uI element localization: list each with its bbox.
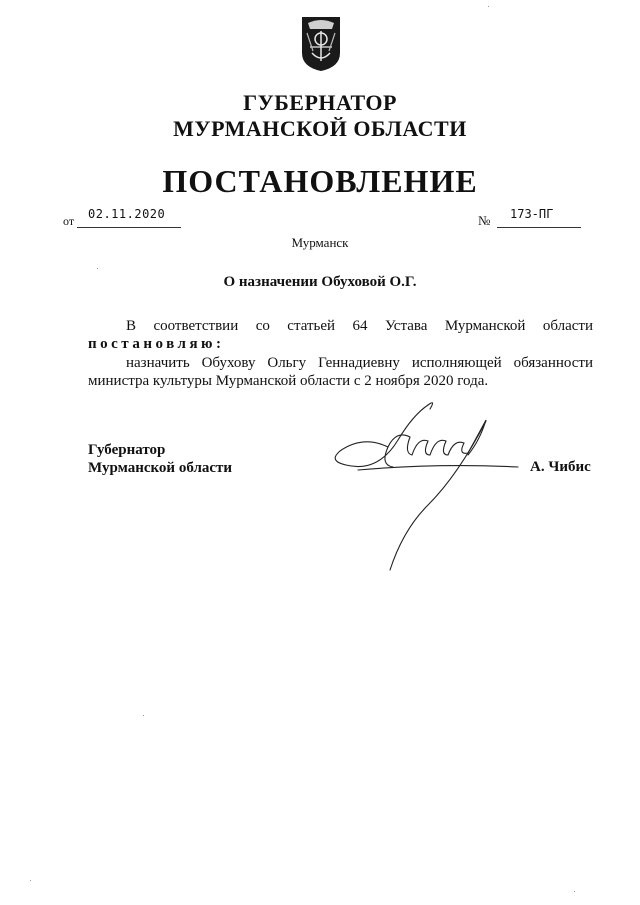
authority-title-line2: МУРМАНСКОЙ ОБЛАСТИ xyxy=(173,116,467,141)
authority-title-line1: ГУБЕРНАТОР xyxy=(243,90,397,115)
preamble-paragraph: В соответствии со статьей 64 Устава Мурманской области xyxy=(126,318,593,334)
signatory-position xyxy=(88,441,232,477)
document-subject: О назначении Обуховой О.Г. xyxy=(223,274,417,290)
date-prefix: от xyxy=(63,214,75,228)
signatory-name: А. Чибис xyxy=(530,459,591,475)
decree-word: постановляю: xyxy=(88,336,225,352)
signatory-position-line2: Мурманской области xyxy=(88,460,233,476)
number-prefix: № xyxy=(478,213,491,228)
document-date: 02.11.2020 xyxy=(88,207,166,221)
scan-speck xyxy=(30,880,31,881)
document-type: ПОСТАНОВЛЕНИЕ xyxy=(162,163,478,199)
city: Мурманск xyxy=(291,235,349,250)
decision-paragraph: назначить Обухову Ольгу Геннадиевну исполняющей обязанности министра культуры Мурманской области с 2 ноября 2020 года. xyxy=(88,355,593,389)
handwritten-signature-icon xyxy=(318,395,538,580)
scan-speck xyxy=(488,6,489,7)
scan-speck xyxy=(143,715,144,716)
scan-speck xyxy=(97,268,98,269)
document-number: 173-ПГ xyxy=(510,207,554,221)
signatory-position-line1: Губернатор xyxy=(88,442,166,458)
scan-speck xyxy=(574,891,575,892)
coat-of-arms-icon xyxy=(300,15,342,73)
